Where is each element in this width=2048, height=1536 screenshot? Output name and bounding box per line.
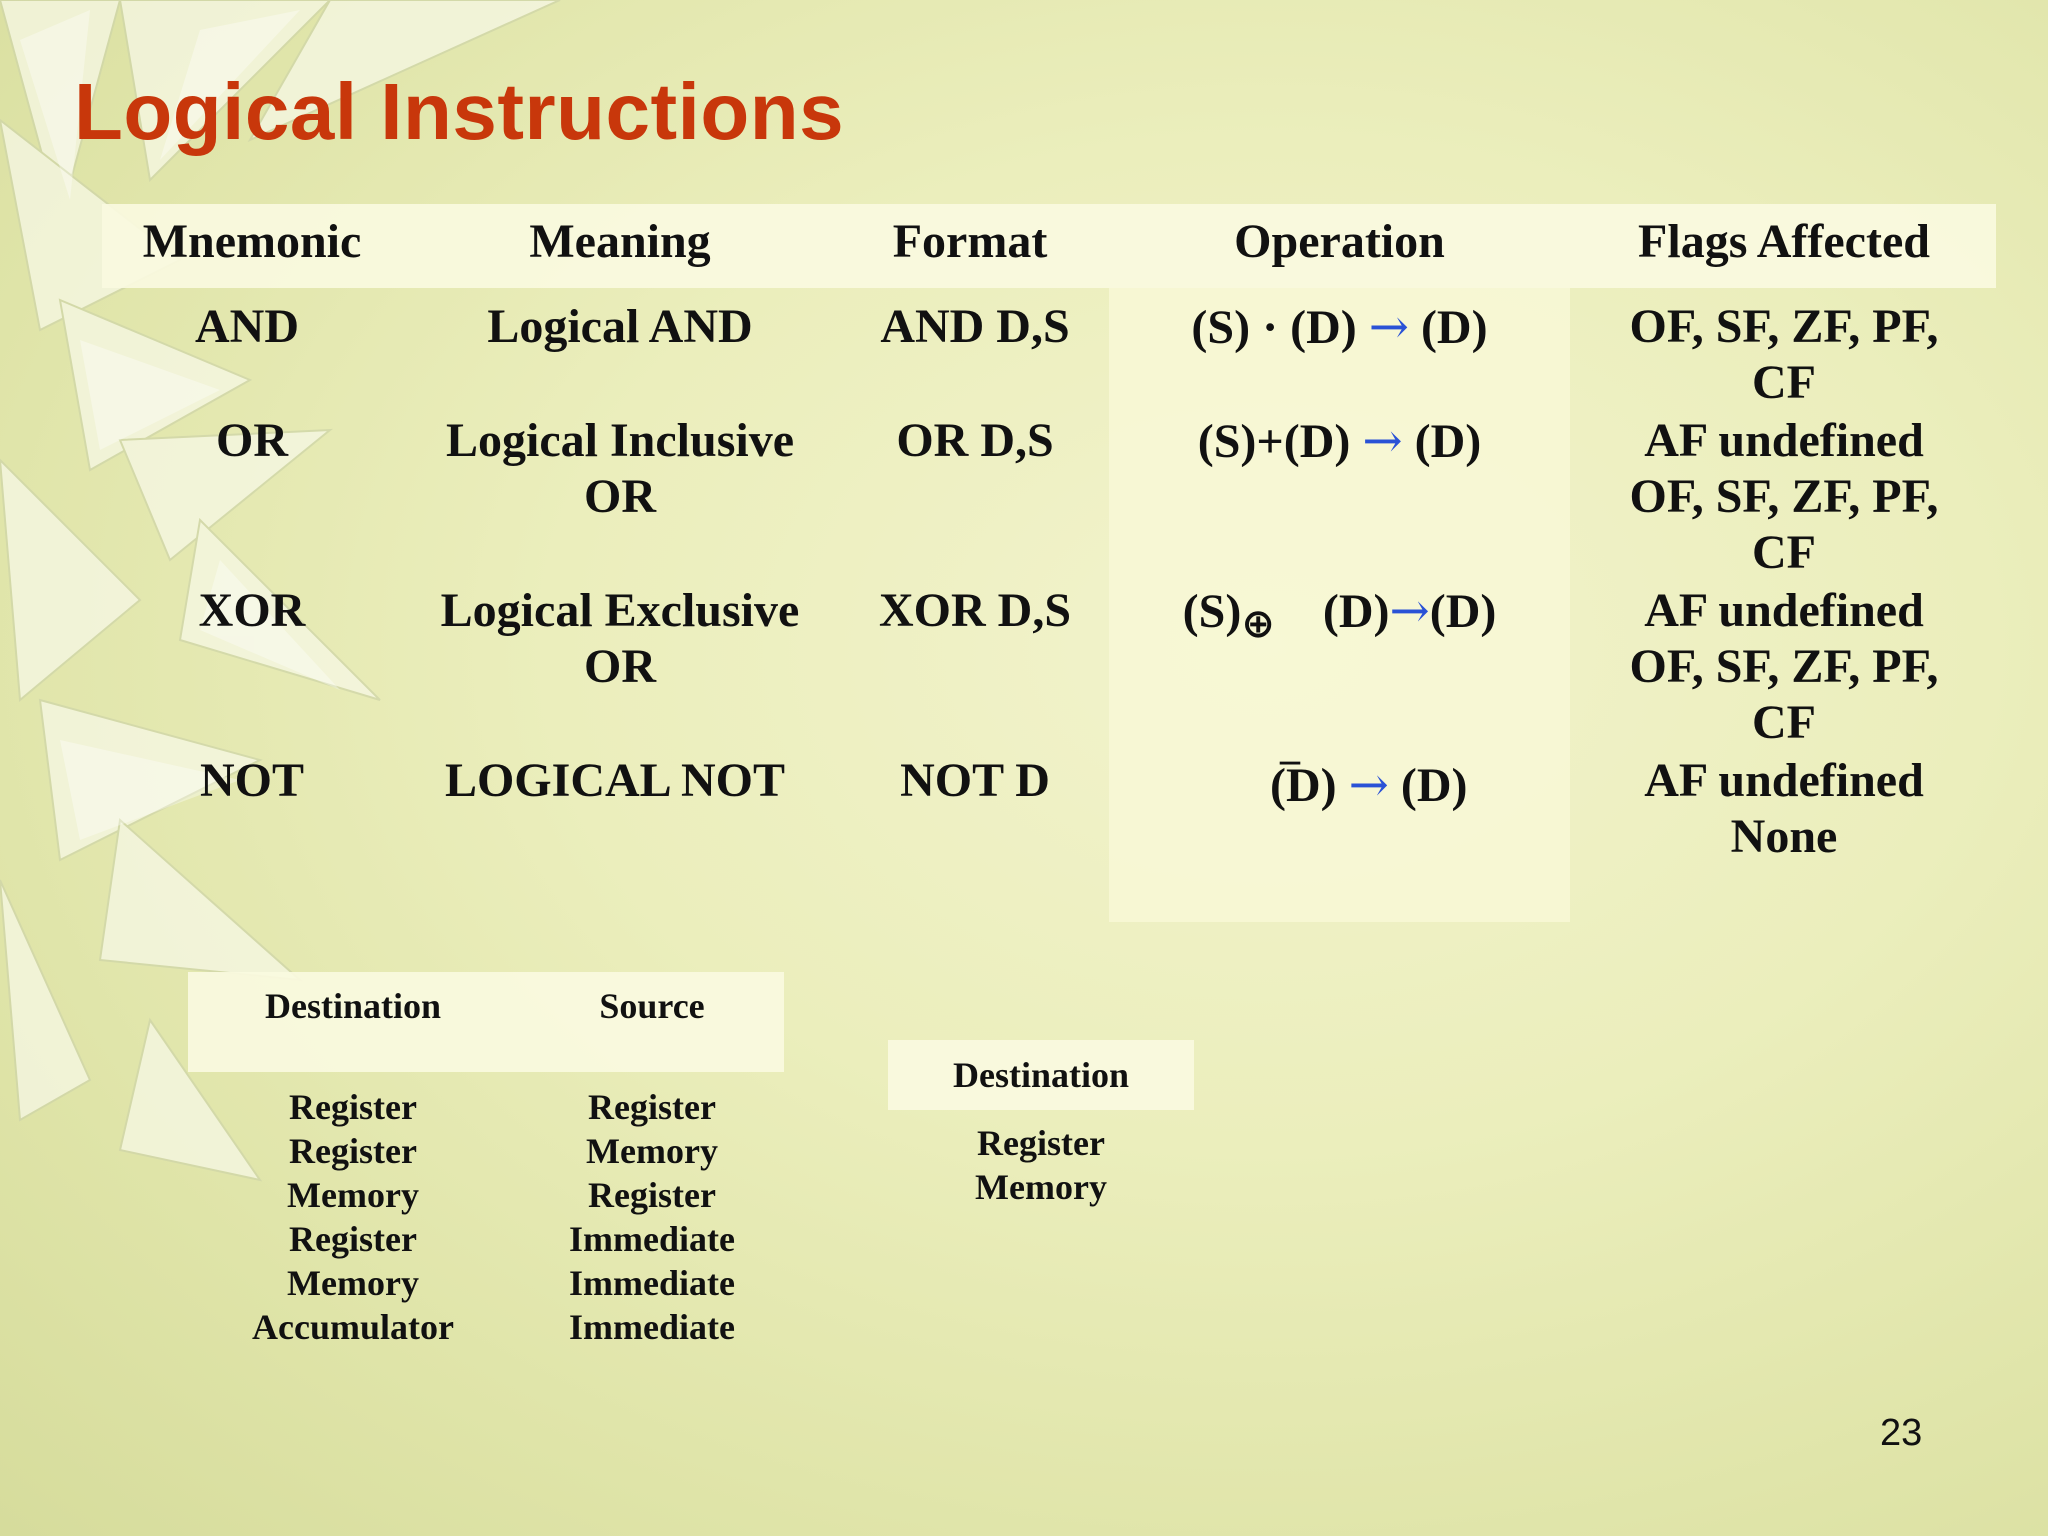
row-not-operation [1270, 757, 1570, 814]
row-not-meaning: LOGICAL NOT [444, 754, 786, 807]
list-item: Immediate [569, 1307, 735, 1347]
flags-line-2: CF [1752, 356, 1816, 409]
page-number: 23 [1880, 1412, 1923, 1454]
list-item: Register [588, 1087, 716, 1127]
flags-line-10: None [1730, 810, 1838, 863]
row-not-format: NOT D [900, 754, 1050, 807]
row-xor-mnemonic: XOR [198, 584, 306, 637]
flags-line-9: AF undefined [1644, 754, 1924, 807]
arrow-icon: → [1368, 299, 1409, 355]
complement-overbar-icon: _ [1280, 723, 1300, 768]
flags-line-3: AF undefined [1644, 414, 1924, 467]
row-or-op-left: (S)+(D) [1197, 415, 1351, 468]
list-item: Register [588, 1175, 716, 1215]
row-and-op-left: (S) · (D) [1191, 301, 1357, 354]
row-or-meaning-line1: Logical Inclusive [445, 414, 795, 467]
header-meaning: Meaning [529, 215, 711, 268]
row-or-mnemonic: OR [216, 414, 288, 467]
list-item: Register [289, 1087, 417, 1127]
list-item: Immediate [569, 1219, 735, 1259]
operand-table-1-source-column [520, 1085, 784, 1349]
list-item: Immediate [569, 1263, 735, 1303]
xor-circle-plus-icon: ⊕ [1241, 601, 1275, 647]
slide-title: Logical Instructions [74, 67, 845, 156]
flags-line-1: OF, SF, ZF, PF, [1629, 300, 1939, 353]
arrow-icon: → [1348, 757, 1389, 813]
row-xor-op-right: (D) [1429, 585, 1497, 638]
row-xor-op-mid: (D) [1322, 585, 1390, 638]
arrow-icon: → [1389, 583, 1430, 639]
flags-line-5: CF [1752, 526, 1816, 579]
row-not-mnemonic: NOT [199, 754, 304, 807]
header-operation: Operation [1234, 215, 1445, 268]
row-and-mnemonic: AND [195, 300, 299, 353]
row-or-format: OR D,S [896, 414, 1054, 467]
row-and-meaning: Logical AND [487, 300, 753, 353]
row-xor-format: XOR D,S [878, 584, 1072, 637]
operand-table-2-destination-column [888, 1121, 1194, 1209]
row-or-operation [1109, 413, 1570, 470]
list-item: Memory [975, 1167, 1107, 1207]
header-format: Format [892, 215, 1048, 268]
list-item: Memory [287, 1175, 419, 1215]
operand-table-2-header-destination: Destination [952, 1055, 1129, 1095]
row-and-operation [1109, 299, 1570, 356]
row-xor-op-left: (S) [1182, 585, 1242, 638]
row-xor-meaning-line2: OR [584, 640, 656, 693]
list-item: Register [289, 1131, 417, 1171]
header-flags-affected: Flags Affected [1638, 215, 1930, 268]
row-and-format: AND D,S [880, 300, 1070, 353]
flags-line-4: OF, SF, ZF, PF, [1629, 470, 1939, 523]
header-mnemonic: Mnemonic [142, 215, 362, 268]
flags-line-8: CF [1752, 696, 1816, 749]
row-not-op-right: (D) [1400, 759, 1468, 812]
list-item: Memory [287, 1263, 419, 1303]
row-and-op-right: (D) [1420, 301, 1488, 354]
row-or-meaning-line2: OR [584, 470, 656, 523]
row-not-op-left: (D) [1270, 759, 1337, 812]
row-or-op-right: (D) [1414, 415, 1482, 468]
list-item: Memory [586, 1131, 718, 1171]
operand-table-1-destination-column [208, 1085, 498, 1349]
list-item: Register [289, 1219, 417, 1259]
operand-table-1-header-destination: Destination [264, 986, 441, 1026]
arrow-icon: → [1362, 413, 1403, 469]
list-item: Register [977, 1123, 1105, 1163]
list-item: Accumulator [252, 1307, 454, 1347]
row-xor-meaning-line1: Logical Exclusive [440, 584, 800, 637]
flags-line-6: AF undefined [1644, 584, 1924, 637]
flags-line-7: OF, SF, ZF, PF, [1629, 640, 1939, 693]
operand-table-1-header-source: Source [599, 986, 705, 1026]
row-xor-operation [1109, 583, 1570, 647]
